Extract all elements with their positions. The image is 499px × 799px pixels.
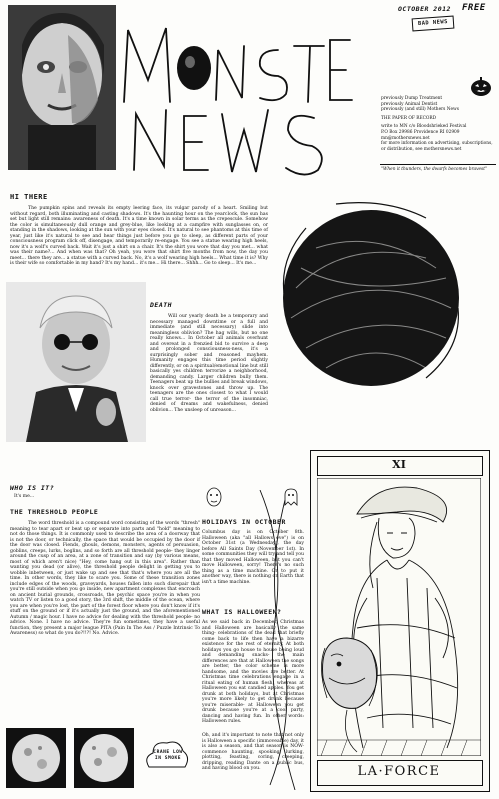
threshold-body: The word threshold is a compound word consisting of the words "thresh" meaning to tear apart or beat up or separate into parts and "hold" meaning to not do those things. It is commonly used to describe the area of a doorway that is not the door, or technically, the space that would be occupied by the door if the door was closed. Fiends, ghouls, demons, monsters, agents of persuasion, goblins, creeps, lurks, boglins, and so forth are all threshold people- they linger around the cusp of an area, at a zone of transition and say (by various means, most of which aren't nice) "Hey, come hang out in this area". Rather than wanting you dead (or alive), the threshold people delight in getting you to wobble inbetween, or just wake up and see that that's where you are all the time. In other words, they like to scare you. Some of these transition zones include edges of the woods, graveyards, houses fallen into such disrepair that you're still outside when you go inside, new apartment complexes that encroach on ancient burial grounds, crossroads, the psychic space you're in when you watch TV or listen to a good story, the 3rd shift, the middle of the ocean, where you are when you're lost, the part of the forest floor where you don't know if it's stuff on the ground or if it's actually just the ground, and the aforementioned Autumn / magic hour. I have no advice for dealing with the threshold people- no advice. None. I have no advice. They're fun sometimes, they have a useful function, they present a major league PITA (Pain In The Ass / Puzzle Intrinsic To Awareness) so what do you do?!!?! No. Advice. xyxy=(10,521,200,636)
masthead-title-text xyxy=(118,10,119,11)
paper-of-record: THE PAPER OF RECORD xyxy=(381,115,437,121)
halloween-body-2: Oh, and it's important to note that not only is Halloween a specific (immoveable) day, it is also a season, and that season is NOW- commence haunting, spooking, lurking, plotting, feasting, coring, creeping, dripping, reading Dante on a public bus, and having blood on you. xyxy=(202,733,304,771)
scribble-lines-decoration xyxy=(255,490,305,790)
bad-news-banner xyxy=(412,16,455,32)
smoke-ad xyxy=(143,737,191,777)
threshold-heading: THE THRESHOLD PEOPLE xyxy=(10,508,99,516)
bad-news-text: BAD NEWS xyxy=(417,18,449,28)
pumpkin-icon xyxy=(470,75,492,97)
who-is-it-body: It's me... xyxy=(14,494,35,499)
masthead-quote: "When it thunders, the dwarfs becomes bravest" xyxy=(381,167,487,172)
address-line-3: mn@mothersnews.net xyxy=(381,135,430,141)
moon-photo-left-image xyxy=(6,728,66,788)
address-line-4: for more information on advertising, subscriptions, xyxy=(381,141,493,147)
death-portrait-image xyxy=(6,282,146,442)
monster-portrait-image xyxy=(8,5,116,170)
masthead-info xyxy=(381,96,496,152)
tarot-name: LA·FORCE xyxy=(357,764,441,779)
previously-line-3: previously (and still) Mothers News xyxy=(381,107,459,113)
tarot-card xyxy=(310,450,490,792)
hi-there-heading: HI THERE xyxy=(10,193,48,201)
masthead xyxy=(0,0,499,190)
masthead-title-art xyxy=(118,10,378,185)
death-heading: DEATH xyxy=(150,301,173,309)
holidays-body: Columbus day is on October 8th. Halloween (aka "all Hallows eve") is on October 31st (a Wednesday), the day before All Saints Day (November 1st). In some communities they will try and tell you that they moved Halloween, but you can't move Halloween, sorry! There's no such thing as a time machine. Or to put it another way, there is nothing on Earth that isn't a time machine. xyxy=(202,530,304,585)
tarot-illustration xyxy=(317,478,481,756)
masthead-rule xyxy=(380,164,496,165)
death-body: Will our yearly death be a temporary and necessary managed downtime or a full and immediate (and still necessary) slide into meaningless oblivion? The hag wills, but no one really knows... In October all animals overhunt and overeat in a frenzied bid to survive a deep and prolonged consciousness-ness, it's a surprisingly sober and reasoned mayhem. Humanity engages this time period slightly differently, or on a spiritual/emotional line but still basically yes children terrorize a neighborhood, demanding candy. Larger children bully them. Teenagers beat up the bullies and break windows, knock over gravestones and throw up. The teenagers are the ones closest to what I would call true terror- the terror of the insomniac, denied of dreams and wakefulness, denied oblivion... The unsleep of unreason... xyxy=(150,314,268,413)
issue-date: OCTOBER 2012 xyxy=(398,5,451,13)
address-line-5: or distribution, see mothersnews.net xyxy=(381,146,462,152)
halloween-heading: WHAT IS HALLOWEEN? xyxy=(202,608,282,616)
title-line-1 xyxy=(118,10,119,11)
address-line-1: write to MN c/o Bloodshrieked Festival xyxy=(381,124,467,130)
hi-there-body: The pumpkin spins and reveals its empty leering face, its vulgar parody of a heart. Smiling but without regard, both illuminating and casting shadows. It's the haunting hour on the yearclock, the sun has set but light still remains: awareness of death. It's a time known in solar terms as the crepescule. Somehow the color is simultaneously dull orange and grey-blue, like looking at a campfire with sunglasses on, or standing in the shadows, looking at the sun with your eyes closed. It's natural to see phantoms at this time of year, just like it's natural to see and hear things just before you go to sleep, as different parts of your consciousness program click off, disengage, and temporarily re-engage. You see a statue wearing high heels, now it's a wolf's curved back. Wait it's just a shirt on a chair. It's the shirt you wore that day you met... what was their name?... And when was that? Oh yeah, you wore that shirt five months from now, the day you meet... there they are... a statue with a curved back. No, it's a wolf wearing high heels... What time it is? Why is their wife so comfortable in my hand? It's my hand... it's me... Hi there... Shhh... Go to sleep... It's me... xyxy=(10,206,268,266)
previously-line-2: previously Animal Dentist xyxy=(381,101,438,107)
tarot-numeral: XI xyxy=(392,458,406,471)
price-label: FREE xyxy=(462,3,486,13)
address-line-2: P.O Box 29986 Providence RI 02909 xyxy=(381,129,460,135)
previously-line-1: previously Dump Treatment xyxy=(381,96,443,101)
scribble-ball-image xyxy=(276,198,466,398)
smoke-ad-text: CRANE LOW IN SMOKE xyxy=(153,750,183,761)
who-is-it-heading: WHO IS IT? xyxy=(10,484,55,492)
holidays-heading: HOLIDAYS IN OCTOBER xyxy=(202,518,286,526)
halloween-body-1: As we said back in December, Christmas and Halloween are basically the same thing- celebrations of the dead that briefly come back to life then have a bizarre existence for the rest of eternity. At both holidays you go house to house being loud and demanding snacks- the main differences are that at Halloween the songs are better, the color scheme is more handsome, and the movies are better. At Christmas time celebrations engage in a ritual eating of human flesh, whereas at Halloween you eat candied apples. You get drunk at both holidays, but at Christmas you're more likely to get drunk because you're miserable- at Halloween you get drunk because you're at a cool party, dancing and having fun. In other words: Halloween rules. xyxy=(202,620,304,724)
face-doodle-icon xyxy=(205,487,223,507)
moon-photo-right-image xyxy=(74,728,134,788)
